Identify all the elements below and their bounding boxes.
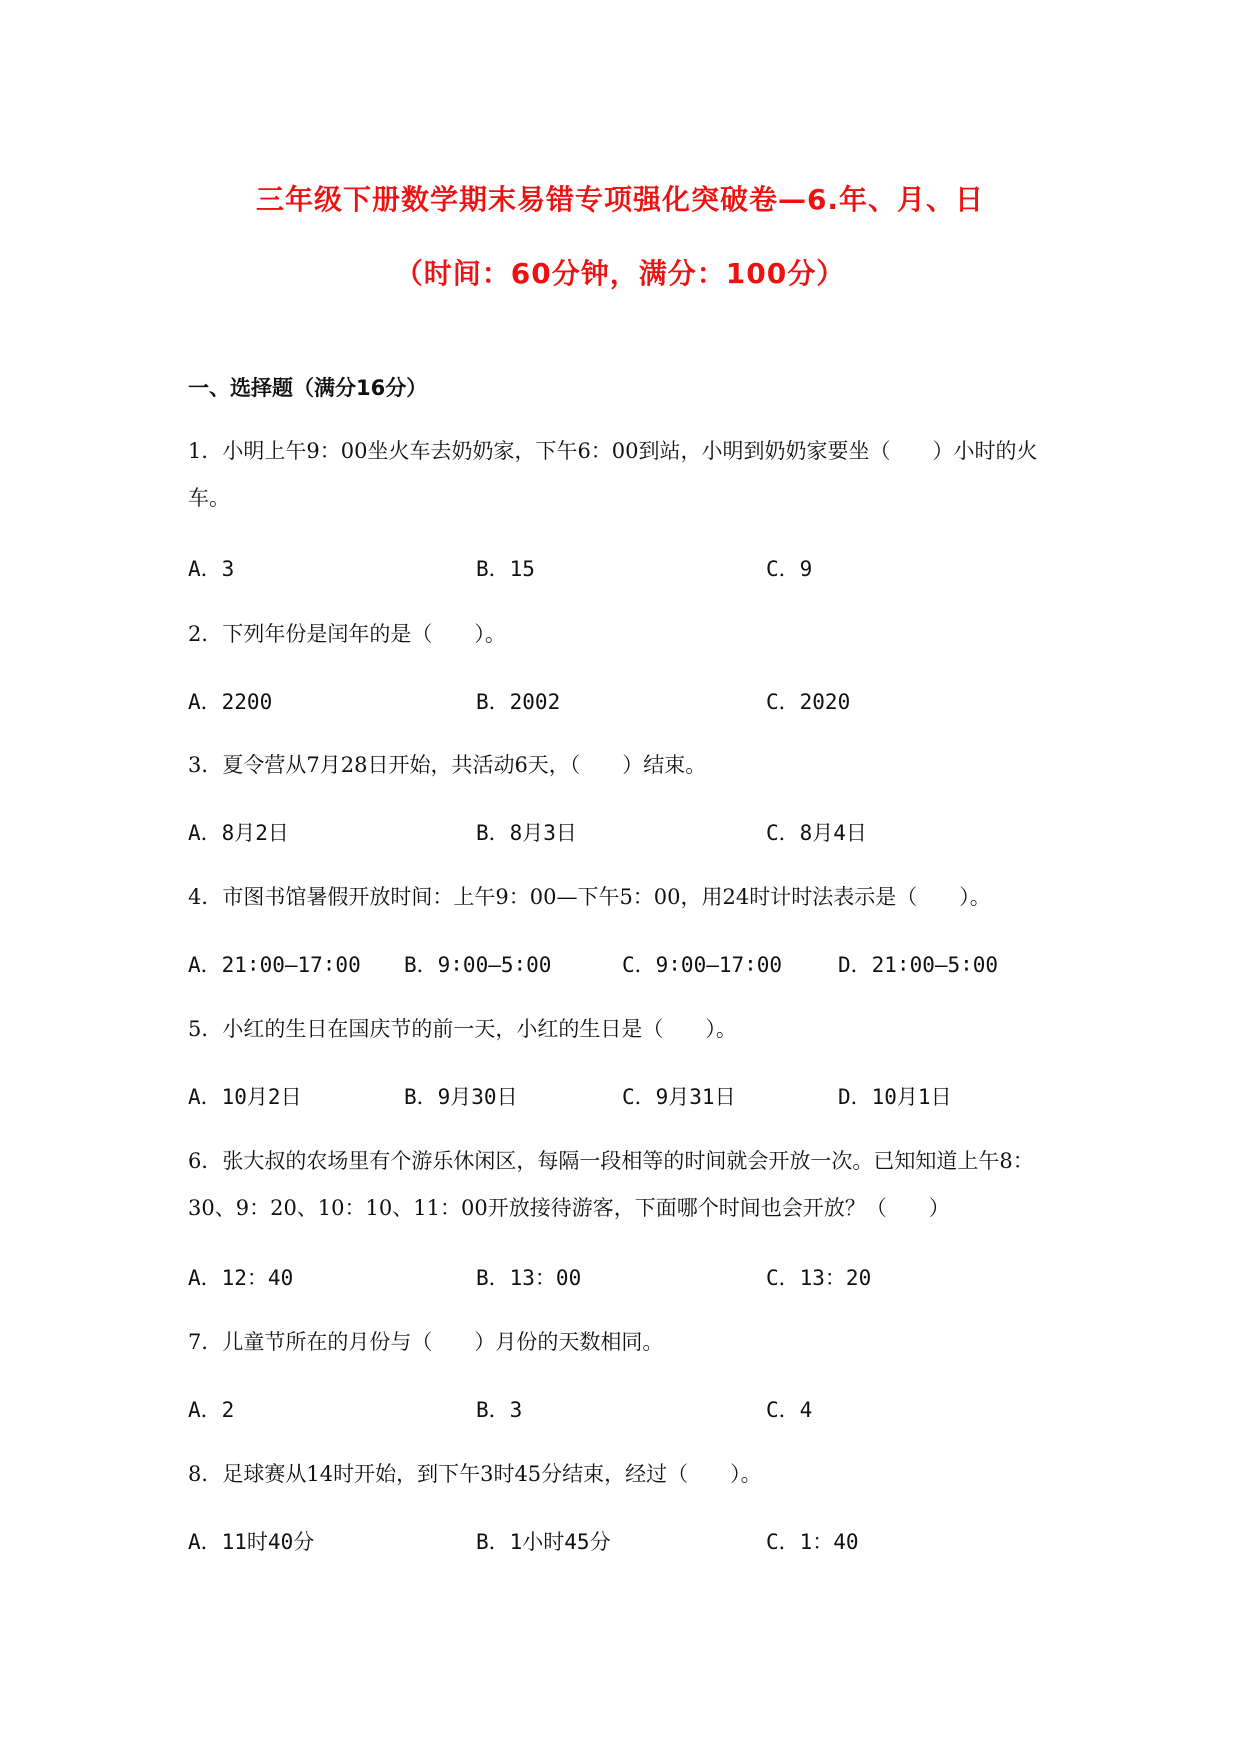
option-a[interactable]: A．21∶00—17∶00 bbox=[188, 953, 361, 977]
option-c[interactable]: C．2020 bbox=[766, 690, 851, 714]
option-a[interactable]: A．3 bbox=[188, 557, 235, 581]
option-b[interactable]: B．15 bbox=[476, 557, 535, 581]
page-subtitle: （时间：60分钟，满分：100分） bbox=[394, 257, 846, 290]
options-2 bbox=[188, 686, 1088, 716]
section-heading: 一、选择题（满分16分） bbox=[188, 376, 428, 400]
question-6: 6．张大叔的农场里有个游乐休闲区，每隔一段相等的时间就会开放一次。已知知道上午8：30、9：20、10：10、11：00开放接待游客，下面哪个时间也会开放？（ ） bbox=[188, 1149, 1034, 1220]
option-a[interactable]: A．11时40分 bbox=[188, 1530, 315, 1554]
option-d[interactable]: D．21∶00—5∶00 bbox=[838, 953, 999, 977]
option-c[interactable]: C．9月31日 bbox=[622, 1085, 736, 1109]
option-b[interactable]: B．2002 bbox=[476, 690, 561, 714]
option-b[interactable]: B．8月3日 bbox=[476, 821, 577, 845]
options-3 bbox=[188, 817, 1088, 847]
options-1 bbox=[188, 553, 1088, 583]
options-5 bbox=[188, 1081, 1088, 1111]
option-b[interactable]: B．13：00 bbox=[476, 1266, 582, 1290]
option-d[interactable]: D．10月1日 bbox=[838, 1085, 952, 1109]
option-b[interactable]: B．1小时45分 bbox=[476, 1530, 611, 1554]
option-c[interactable]: C．9 bbox=[766, 557, 813, 581]
question-3: 3．夏令营从7月28日开始，共活动6天，（ ）结束。 bbox=[188, 753, 707, 777]
option-c[interactable]: C．8月4日 bbox=[766, 821, 867, 845]
option-b[interactable]: B．3 bbox=[476, 1398, 523, 1422]
question-8: 8．足球赛从14时开始，到下午3时45分结束，经过（ ）。 bbox=[188, 1462, 762, 1486]
option-a[interactable]: A．2 bbox=[188, 1398, 235, 1422]
question-7: 7．儿童节所在的月份与（ ）月份的天数相同。 bbox=[188, 1330, 664, 1354]
page-title: 三年级下册数学期末易错专项强化突破卷—6.年、月、日 bbox=[255, 183, 985, 216]
option-c[interactable]: C．13：20 bbox=[766, 1266, 872, 1290]
options-7 bbox=[188, 1394, 1088, 1424]
option-c[interactable]: C．4 bbox=[766, 1398, 813, 1422]
option-a[interactable]: A．2200 bbox=[188, 690, 273, 714]
options-4 bbox=[188, 949, 1088, 979]
option-b[interactable]: B．9月30日 bbox=[404, 1085, 518, 1109]
options-8 bbox=[188, 1526, 1088, 1556]
question-1: 1．小明上午9：00坐火车去奶奶家，下午6：00到站，小明到奶奶家要坐（ ）小时的火车。 bbox=[188, 439, 1038, 510]
option-c[interactable]: C．1：40 bbox=[766, 1530, 859, 1554]
question-5: 5．小红的生日在国庆节的前一天，小红的生日是（ ）。 bbox=[188, 1017, 737, 1041]
question-2: 2．下列年份是闰年的是（ ）。 bbox=[188, 622, 506, 646]
option-b[interactable]: B．9∶00—5∶00 bbox=[404, 953, 552, 977]
option-c[interactable]: C．9∶00—17∶00 bbox=[622, 953, 783, 977]
question-4: 4．市图书馆暑假开放时间：上午9：00—下午5：00，用24时计时法表示是（ ）。 bbox=[188, 885, 991, 909]
option-a[interactable]: A．8月2日 bbox=[188, 821, 289, 845]
option-a[interactable]: A．12：40 bbox=[188, 1266, 294, 1290]
options-6 bbox=[188, 1262, 1088, 1292]
option-a[interactable]: A．10月2日 bbox=[188, 1085, 302, 1109]
